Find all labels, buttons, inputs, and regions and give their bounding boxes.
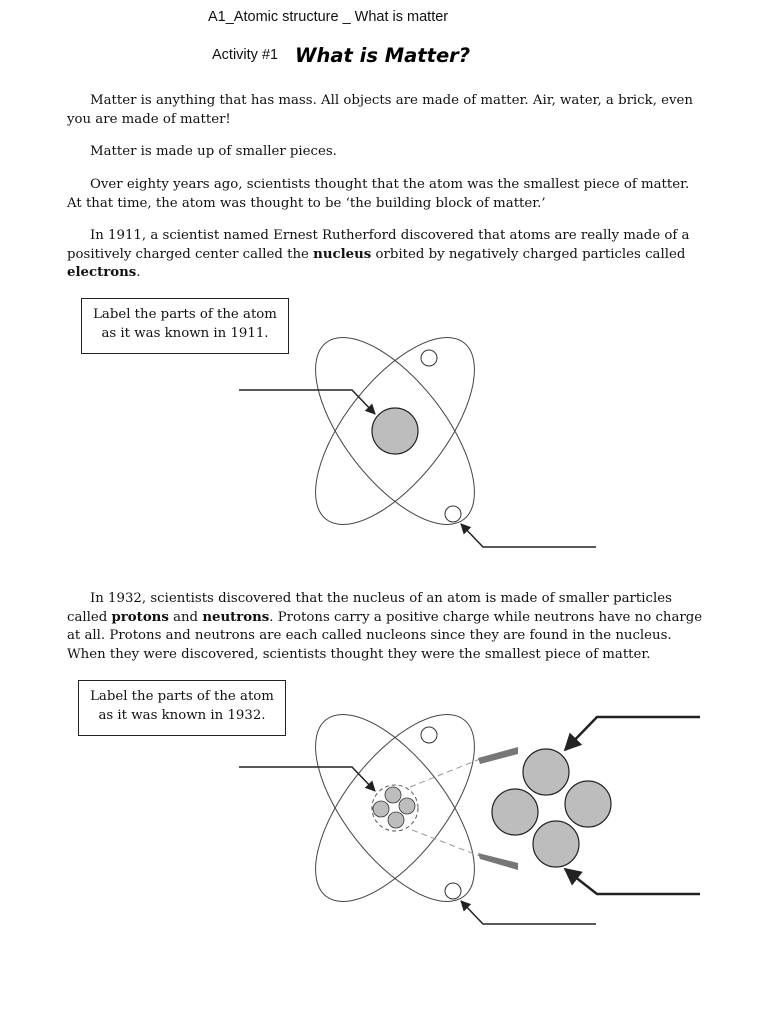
paragraph-text: In 1932, scientists discovered that the nucleus of an atom is made of smaller particles called: [67, 591, 672, 625]
label-line-proton: [565, 717, 700, 750]
term-nucleus: nucleus: [313, 246, 372, 262]
box-line: Label the parts of the atom: [93, 307, 277, 322]
enlarged-nucleon: [523, 749, 569, 795]
paragraph-text: .: [136, 265, 141, 280]
term-electrons: electrons: [67, 265, 137, 280]
atom-1911-diagram: [239, 312, 596, 550]
enlarged-nucleon: [492, 789, 538, 835]
electron: [421, 727, 437, 743]
zoom-line: [412, 830, 490, 860]
zoom-line: [410, 755, 490, 787]
nucleon: [388, 812, 404, 828]
document-header: A1_Atomic structure _ What is matter: [208, 9, 449, 25]
paragraph-text: and: [168, 609, 203, 625]
enlarged-nucleon: [533, 821, 579, 867]
nucleus: [372, 408, 418, 454]
box-line: Label the parts of the atom: [90, 689, 274, 704]
term-protons: protons: [111, 609, 169, 625]
paragraph-text: Over eighty years ago, scientists thought that the atom was the smallest piece of matter. At that time, the atom was thought to be ‘the building block of matter.’: [67, 177, 690, 211]
paragraph-text: orbited by negatively charged particles called: [371, 246, 686, 262]
box-line: as it was known in 1932.: [98, 708, 266, 723]
enlarged-nucleon: [565, 781, 611, 827]
atom-1932-diagram: [239, 689, 700, 927]
paragraph-text: In 1911, a scientist named Ernest Rutherford discovered that atoms are really made of a positively charged center called the: [67, 228, 690, 262]
label-line-neutron: [565, 869, 700, 894]
label-line-electron: [461, 524, 596, 547]
electron: [421, 350, 437, 366]
electron: [445, 883, 461, 899]
page-title: What is Matter?: [295, 44, 471, 67]
paragraph-text: Matter is made up of smaller pieces.: [90, 144, 337, 159]
term-neutrons: neutrons: [202, 609, 270, 625]
zoom-wedge: [478, 853, 518, 870]
electron: [445, 506, 461, 522]
zoom-wedge: [478, 747, 518, 764]
activity-label: Activity #1: [212, 47, 279, 63]
label-line-electron: [461, 901, 596, 924]
nucleon: [399, 798, 415, 814]
paragraph-text: . Protons carry a positive charge while neutrons have no charge at all. Protons and neutrons are each called nucleons since they are found in the nucleus. When they were discovered, scientists thought they were the smallest piece of matter.: [67, 609, 703, 662]
paragraph-text: Matter is anything that has mass. All objects are made of matter. Air, water, a brick, even you are made of matter!: [67, 93, 693, 127]
box-line: as it was known in 1911.: [101, 326, 269, 341]
nucleon: [385, 787, 401, 803]
nucleon: [373, 801, 389, 817]
